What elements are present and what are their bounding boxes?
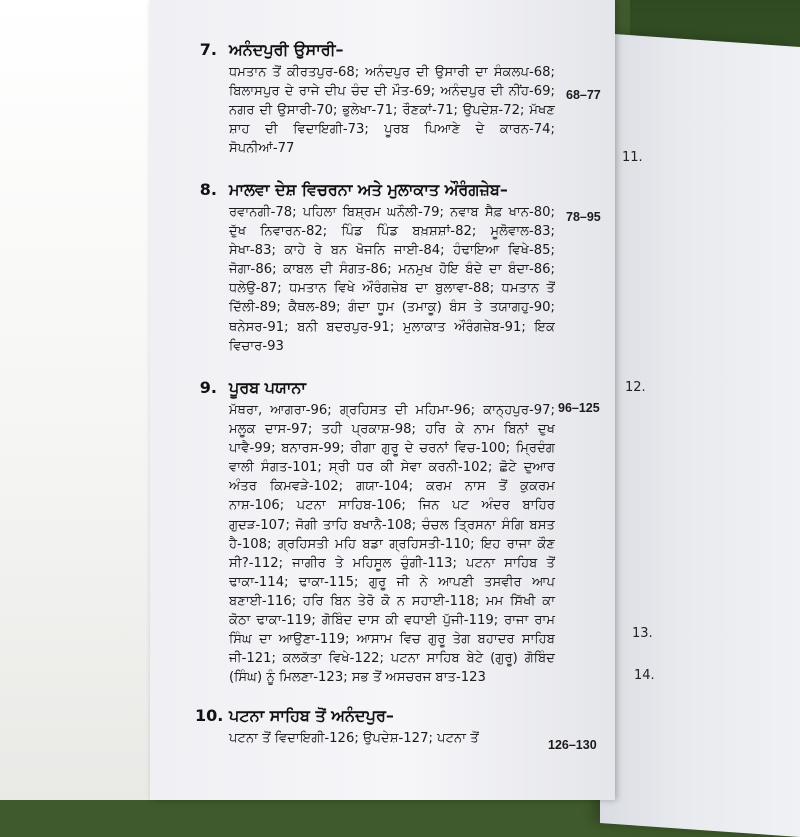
page-range: 68–77 — [566, 88, 601, 102]
toc-entry — [195, 378, 555, 687]
toc-entry-body: ਧਮਤਾਨ ਤੋਂ ਕੀਰਤਪੁਰ-68; ਅਨੰਦਪੁਰ ਦੀ ਉਸਾਰੀ ਦਾ ਸੰਕਲਪ-68; ਬਿਲਾਸਪੁਰ ਦੇ ਰਾਜੇ ਦੀਪ ਚੰਦ ਦੀ ਮੌਤ-69; ਅਨੰਦਪੁਰ ਦੀ ਨੀਂਹ-69; ਨਗਰ ਦੀ ਉਸਾਰੀ-70; ਭੁਲੇਖਾ-71; ਰੌਣਕਾਂ-71; ਉਪਦੇਸ਼-72; ਮੱਖਣ ਸ਼ਾਹ ਦੀ ਵਿਦਾਇਗੀ-73; ਪੂਰਬ ਪਿਆਣੇ ਦੇ ਕਾਰਨ-74; ਸੋਪਨੀਆਂ-77 — [229, 65, 555, 157]
toc-entry-title: ਪਟਨਾ ਸਾਹਿਬ ਤੋਂ ਅਨੰਦਪੁਰ– — [229, 706, 394, 725]
page-range: 126–130 — [548, 738, 597, 752]
facing-number: 11. — [622, 150, 643, 165]
facing-number: 14. — [634, 668, 655, 683]
page-range: 78–95 — [566, 210, 601, 224]
page-range: 96–125 — [558, 401, 600, 415]
toc-entry-title: ਮਾਲਵਾ ਦੇਸ਼ ਵਿਚਰਨਾ ਅਤੇ ਮੁਲਾਕਾਤ ਔਰੰਗਜ਼ੇਬ– — [229, 180, 508, 199]
toc-entry-heading — [195, 40, 555, 60]
facing-number: 12. — [625, 380, 646, 395]
toc-entry-number: 9. — [199, 378, 217, 397]
photo-background-left — [0, 0, 160, 800]
toc-entry-number: 10. — [195, 706, 224, 725]
toc-entry-number: 8. — [199, 180, 217, 199]
toc-entry-heading — [195, 706, 555, 726]
toc-entry-title: ਅਨੰਦਪੁਰੀ ਉਸਾਰੀ– — [229, 40, 344, 59]
toc-entry — [195, 180, 555, 356]
toc-entry-title: ਪੂਰਬ ਪਯਾਨਾ — [229, 378, 307, 397]
toc-entry — [195, 40, 555, 158]
toc-entry-body: ਪਟਨਾ ਤੋਂ ਵਿਦਾਇਗੀ-126; ਉਪਦੇਸ਼-127; ਪਟਨਾ ਤੋਂ — [229, 731, 479, 746]
toc-entry-number: 7. — [199, 40, 217, 59]
toc-entry-body: ਰਵਾਨਗੀ-78; ਪਹਿਲਾ ਬਿਸ਼੍ਰਮ ਘਨੌਲੀ-79; ਨਵਾਬ ਸੈਫ਼ ਖਾਨ-80; ਦੁੱਖ ਨਿਵਾਰਨ-82; ਪਿੰਡ ਪਿੰਡ ਬਖ਼ਸ਼ਸ਼ਾਂ-82; ਮੂਲੋਵਾਲ-83; ਸੇਖਾ-83; ਕਾਹੇ ਰੇ ਬਨ ਖੋਜਨਿ ਜਾਈ-84; ਹੰਢਾਇਆ ਵਿਖੇ-85; ਜੋਗਾ-86; ਕਾਬਲ ਦੀ ਸੰਗਤ-86; ਮਨਮੁਖ ਹੋਇ ਬੰਦੇ ਦਾ ਬੰਦਾ-86; ਧਲੇਉ-87; ਧਮਤਾਨ ਵਿਖੇ ਔਰੰਗਜ਼ੇਬ ਦਾ ਬੁਲਾਵਾ-88; ਧਮਤਾਨ ਤੋਂ ਦਿੱਲੀ-89; ਕੈਥਲ-89; ਗੰਦਾ ਧੂਮ (ਤਮਾਕੂ) ਬੰਸ ਤੇ ਤਯਾਗਹੁ-90; ਥਨੇਸਰ-91; ਬਨੀ ਬਦਰਪੁਰ-91; ਮੁਲਾਕਾਤ ਔਰੰਗਜ਼ੇਬ-91; ਇਕ ਵਿਚਾਰ-93 — [229, 205, 555, 354]
toc-entry-heading — [195, 378, 555, 398]
toc-entry-body: ਮੱਥਰਾ, ਆਗਰਾ-96; ਗ੍ਰਹਿਸਤ ਦੀ ਮਹਿਮਾ-96; ਕਾਨ੍ਹਪੁਰ-97; ਮਲੂਕ ਦਾਸ-97; ਤਹੀ ਪ੍ਰਕਾਸ਼-98; ਹਰਿ ਕੇ ਨਾਮ ਬਿਨਾਂ ਦੁਖ ਪਾਵੈ-99; ਬਨਾਰਸ-99; ਰੀਗਾ ਗੁਰੂ ਦੇ ਚਰਨਾਂ ਵਿਚ-100; ਮ੍ਰਿਦੰਗ ਵਾਲੀ ਸੰਗਤ-101; ਸ੍ਰੀ ਧਰ ਕੀ ਸੇਵਾ ਕਰਨੀ-102; ਛੋਟੇ ਦੁਆਰ ਅੰਤਰ ਕਿਮਵੜੇ-102; ਗਯਾ-104; ਕਰਮ ਨਾਸ ਤੋਂ ਕੁਕਰਮ ਨਾਸ਼-106; ਪਟਨਾ ਸਾਹਿਬ-106; ਜਿਨ ਪਟ ਅੰਦਰ ਬਾਹਿਰ ਗੁਦੜ-107; ਜੋਗੀ ਤਾਹਿ ਬਖਾਨੈ-108; ਚੰਚਲ ਤ੍ਰਿਸਨਾ ਸੰਗਿ ਬਸਤ ਹੈ-108; ਗ੍ਰਹਿਸਤੀ ਮਹਿ ਬਡਾ ਗ੍ਰਹਿਸਤੀ-110; ਇਹ ਰਾਜਾ ਕੌਣ ਸੀ?-112; ਜਾਗੀਰ ਤੇ ਮਹਿਸੂਲ ਚੁੰਗੀ-113; ਪਟਨਾ ਸਾਹਿਬ ਤੋਂ ਢਾਕਾ-114; ਢਾਕਾ-115; ਗੁਰੂ ਜੀ ਨੇ ਆਪਣੀ ਤਸਵੀਰ ਆਪ ਬਣਾਈ-116; ਹਰਿ ਬਿਨ ਤੇਰੋ ਕੋ ਨ ਸਹਾਈ-118; ਮਮ ਸਿੱਖੀ ਕਾ ਕੋਠਾ ਢਾਕਾ-119; ਗੋਬਿੰਦ ਦਾਸ ਕੀ ਵਧਾਈ ਪੁੱਜੀ-119; ਰਾਜਾ ਰਾਮ ਸਿੰਘ ਦਾ ਆਉਣਾ-119; ਆਸਾਮ ਵਿਚ ਗੁਰੂ ਤੇਗ ਬਹਾਦਰ ਸਾਹਿਬ ਜੀ-121; ਕਲਕੱਤਾ ਵਿਖੇ-122; ਪਟਨਾ ਸਾਹਿਬ ਬੇਟੇ (ਗੁਰੂ) ਗੋਬਿੰਦ (ਸਿੰਘ) ਨੂੰ ਮਿਲਣਾ-123; ਸਭ ਤੋਂ ਅਸਚਰਜ ਬਾਤ-123 — [229, 403, 555, 686]
toc-entry-heading — [195, 180, 555, 200]
toc-entry — [195, 706, 555, 748]
facing-number: 13. — [632, 626, 653, 641]
